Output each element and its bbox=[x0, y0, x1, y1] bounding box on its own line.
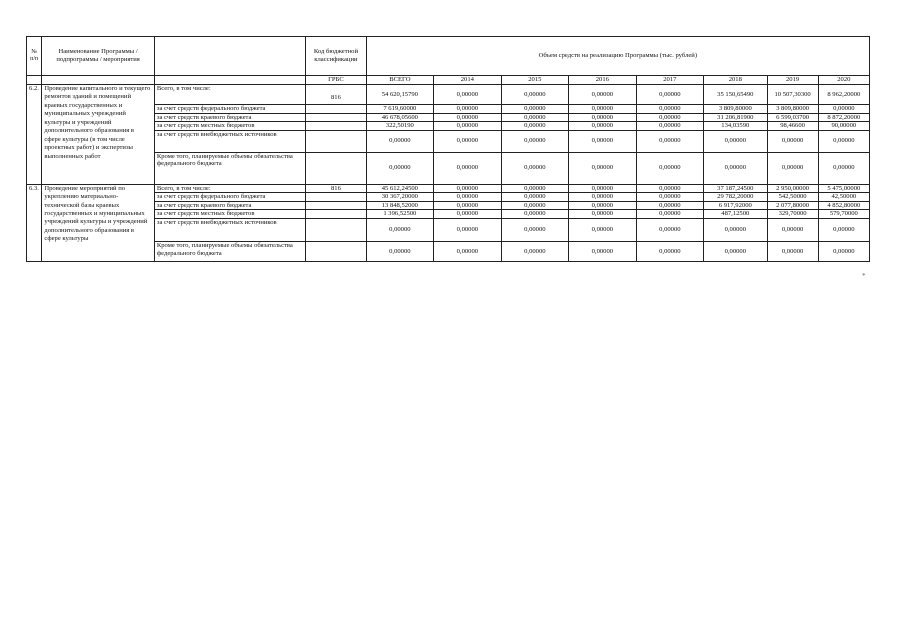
value-cell: 31 206,81900 bbox=[704, 113, 767, 122]
value-cell: 0,00000 bbox=[366, 130, 434, 152]
value-cell: 0,00000 bbox=[636, 242, 704, 262]
value-cell: 6 917,92000 bbox=[704, 201, 767, 210]
source-label: за счет средств местных бюджетов bbox=[154, 210, 305, 219]
value-cell: 37 187,24500 bbox=[704, 184, 767, 193]
value-cell: 90,00000 bbox=[818, 122, 869, 131]
value-cell: 0,00000 bbox=[501, 193, 569, 202]
value-cell: 0,00000 bbox=[501, 242, 569, 262]
source-label: за счет средств внебюджетных источников bbox=[154, 219, 305, 242]
source-label: Кроме того, планируемые объемы обязательства федерального бюджета bbox=[154, 152, 305, 184]
value-cell: 8 872,20000 bbox=[818, 113, 869, 122]
table-row bbox=[27, 184, 870, 193]
value-cell: 6 599,03700 bbox=[767, 113, 818, 122]
value-cell: 0,00000 bbox=[569, 193, 637, 202]
value-cell: 45 612,24500 bbox=[366, 184, 434, 193]
corner-mark: * bbox=[862, 272, 866, 280]
value-cell: 134,03590 bbox=[704, 122, 767, 131]
value-cell: 0,00000 bbox=[818, 105, 869, 114]
value-cell: 8 962,20000 bbox=[818, 85, 869, 105]
value-cell: 0,00000 bbox=[636, 210, 704, 219]
value-cell: 0,00000 bbox=[501, 219, 569, 242]
value-cell: 0,00000 bbox=[704, 242, 767, 262]
value-cell: 0,00000 bbox=[501, 152, 569, 184]
value-cell: 0,00000 bbox=[569, 219, 637, 242]
code-cell bbox=[306, 242, 366, 262]
header-blank-cont bbox=[154, 76, 305, 85]
value-cell: 0,00000 bbox=[569, 152, 637, 184]
code-cell bbox=[306, 113, 366, 122]
value-cell: 329,70000 bbox=[767, 210, 818, 219]
value-cell: 29 782,20000 bbox=[704, 193, 767, 202]
value-cell: 0,00000 bbox=[434, 152, 502, 184]
value-cell: 0,00000 bbox=[569, 184, 637, 193]
value-cell: 42,50000 bbox=[818, 193, 869, 202]
section-6-2 bbox=[27, 85, 870, 185]
source-label: за счет средств внебюджетных источников bbox=[154, 130, 305, 152]
value-cell: 0,00000 bbox=[569, 210, 637, 219]
section-number: 6.2. bbox=[27, 85, 42, 185]
value-cell: 0,00000 bbox=[434, 210, 502, 219]
value-cell: 0,00000 bbox=[569, 105, 637, 114]
value-cell: 0,00000 bbox=[434, 85, 502, 105]
table-row bbox=[27, 85, 870, 105]
value-cell: 0,00000 bbox=[434, 105, 502, 114]
header-year: 2016 bbox=[569, 76, 637, 85]
value-cell: 3 809,80000 bbox=[704, 105, 767, 114]
value-cell: 13 848,52000 bbox=[366, 201, 434, 210]
source-label: за счет средств краевого бюджета bbox=[154, 201, 305, 210]
header-code: Код бюджетной классификации bbox=[306, 37, 366, 76]
value-cell: 0,00000 bbox=[636, 85, 704, 105]
value-cell: 0,00000 bbox=[704, 130, 767, 152]
value-cell: 7 619,60000 bbox=[366, 105, 434, 114]
source-label: за счет средств местных бюджетов bbox=[154, 122, 305, 131]
value-cell: 0,00000 bbox=[569, 113, 637, 122]
value-cell: 0,00000 bbox=[636, 201, 704, 210]
header-year: 2014 bbox=[434, 76, 502, 85]
value-cell: 0,00000 bbox=[569, 122, 637, 131]
grbs-code: 816 bbox=[306, 85, 366, 105]
value-cell: 0,00000 bbox=[434, 242, 502, 262]
value-cell: 1 396,52500 bbox=[366, 210, 434, 219]
value-cell: 0,00000 bbox=[501, 210, 569, 219]
value-cell: 0,00000 bbox=[366, 242, 434, 262]
code-cell bbox=[306, 201, 366, 210]
value-cell: 542,50000 bbox=[767, 193, 818, 202]
source-label: Всего, в том числе: bbox=[154, 85, 305, 105]
value-cell: 10 507,30300 bbox=[767, 85, 818, 105]
header-blank bbox=[154, 37, 305, 76]
value-cell: 0,00000 bbox=[704, 219, 767, 242]
section-name: Проведение капитального и текущего ремонтов зданий и помещений краевых государственных и муниципальных учреждений культуры и учреждений дополнительного образования в сфере культуры (в том числе проектных работ) и экспертизы выполненных работ bbox=[42, 85, 155, 185]
header-name: Наименование Программы / подпрограммы / мероприятия bbox=[42, 37, 155, 76]
code-cell bbox=[306, 210, 366, 219]
value-cell: 0,00000 bbox=[366, 219, 434, 242]
section-number: 6.3. bbox=[27, 184, 42, 261]
value-cell: 0,00000 bbox=[767, 130, 818, 152]
source-label: за счет средств федерального бюджета bbox=[154, 105, 305, 114]
section-name: Проведение мероприятий по укреплению материально-технической базы краевых государственных и муниципальных учреждений культуры и учреждений дополнительного образования в сфере культуры bbox=[42, 184, 155, 261]
value-cell: 0,00000 bbox=[569, 85, 637, 105]
value-cell: 98,46600 bbox=[767, 122, 818, 131]
value-cell: 0,00000 bbox=[434, 122, 502, 131]
value-cell: 0,00000 bbox=[636, 193, 704, 202]
value-cell: 0,00000 bbox=[818, 152, 869, 184]
value-cell: 0,00000 bbox=[636, 184, 704, 193]
value-cell: 0,00000 bbox=[767, 219, 818, 242]
value-cell: 4 852,80000 bbox=[818, 201, 869, 210]
value-cell: 0,00000 bbox=[501, 201, 569, 210]
source-label: Всего, в том числе: bbox=[154, 184, 305, 193]
value-cell: 0,00000 bbox=[636, 130, 704, 152]
code-cell bbox=[306, 105, 366, 114]
value-cell: 0,00000 bbox=[767, 242, 818, 262]
value-cell: 54 620,15790 bbox=[366, 85, 434, 105]
value-cell: 0,00000 bbox=[501, 105, 569, 114]
section-6-3 bbox=[27, 184, 870, 261]
value-cell: 0,00000 bbox=[704, 152, 767, 184]
source-label: за счет средств федерального бюджета bbox=[154, 193, 305, 202]
value-cell: 0,00000 bbox=[501, 85, 569, 105]
value-cell: 0,00000 bbox=[434, 184, 502, 193]
value-cell: 0,00000 bbox=[636, 152, 704, 184]
value-cell: 487,12500 bbox=[704, 210, 767, 219]
value-cell: 2 077,80000 bbox=[767, 201, 818, 210]
value-cell: 0,00000 bbox=[818, 242, 869, 262]
value-cell: 0,00000 bbox=[636, 122, 704, 131]
value-cell: 3 809,80000 bbox=[767, 105, 818, 114]
header-num: № п/п bbox=[27, 37, 42, 76]
header-year: 2017 bbox=[636, 76, 704, 85]
header-year: 2015 bbox=[501, 76, 569, 85]
header-total: ВСЕГО bbox=[366, 76, 434, 85]
value-cell: 0,00000 bbox=[366, 152, 434, 184]
value-cell: 0,00000 bbox=[818, 130, 869, 152]
header-year: 2018 bbox=[704, 76, 767, 85]
value-cell: 35 150,65490 bbox=[704, 85, 767, 105]
grbs-code: 816 bbox=[306, 184, 366, 193]
value-cell: 0,00000 bbox=[569, 201, 637, 210]
value-cell: 0,00000 bbox=[818, 219, 869, 242]
value-cell: 322,50190 bbox=[366, 122, 434, 131]
value-cell: 46 678,05600 bbox=[366, 113, 434, 122]
header-name-cont bbox=[42, 76, 155, 85]
value-cell: 0,00000 bbox=[434, 113, 502, 122]
header-volume: Объем средств на реализацию Программы (тыс. рублей) bbox=[366, 37, 869, 76]
value-cell: 0,00000 bbox=[434, 130, 502, 152]
value-cell: 0,00000 bbox=[569, 242, 637, 262]
value-cell: 0,00000 bbox=[501, 113, 569, 122]
code-cell bbox=[306, 122, 366, 131]
budget-table bbox=[26, 36, 870, 262]
value-cell: 0,00000 bbox=[501, 130, 569, 152]
value-cell: 0,00000 bbox=[636, 113, 704, 122]
header-year: 2020 bbox=[818, 76, 869, 85]
value-cell: 0,00000 bbox=[434, 193, 502, 202]
code-cell bbox=[306, 130, 366, 152]
value-cell: 0,00000 bbox=[767, 152, 818, 184]
header-year: 2019 bbox=[767, 76, 818, 85]
value-cell: 0,00000 bbox=[501, 184, 569, 193]
code-cell bbox=[306, 193, 366, 202]
value-cell: 0,00000 bbox=[636, 105, 704, 114]
header-grbs: ГРБС bbox=[306, 76, 366, 85]
code-cell bbox=[306, 152, 366, 184]
value-cell: 0,00000 bbox=[636, 219, 704, 242]
value-cell: 5 475,00000 bbox=[818, 184, 869, 193]
value-cell: 0,00000 bbox=[434, 219, 502, 242]
value-cell: 0,00000 bbox=[501, 122, 569, 131]
value-cell: 579,70000 bbox=[818, 210, 869, 219]
value-cell: 2 950,00000 bbox=[767, 184, 818, 193]
source-label: Кроме того, планируемые объемы обязательства федерального бюджета bbox=[154, 242, 305, 262]
value-cell: 30 367,20000 bbox=[366, 193, 434, 202]
value-cell: 0,00000 bbox=[434, 201, 502, 210]
value-cell: 0,00000 bbox=[569, 130, 637, 152]
code-cell bbox=[306, 219, 366, 242]
header-num-cont bbox=[27, 76, 42, 85]
source-label: за счет средств краевого бюджета bbox=[154, 113, 305, 122]
